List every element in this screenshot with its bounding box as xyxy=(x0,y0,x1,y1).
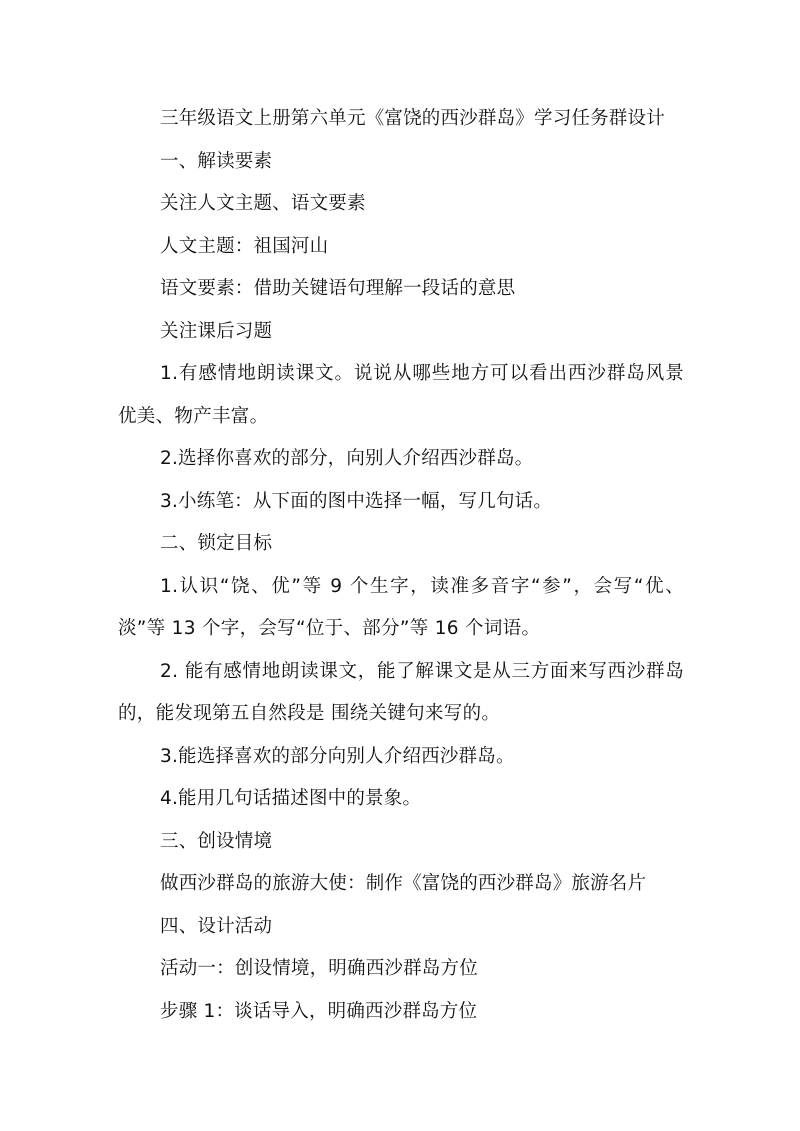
paragraph: 关注人文主题、语文要素 xyxy=(160,193,366,214)
document-title: 三年级语文上册第六单元《富饶的西沙群岛》学习任务群设计 xyxy=(160,108,665,129)
exercise-item-1: 1.有感情地朗读课文。说说从哪些地方可以看出西沙群岛风景优美、物产丰富。 xyxy=(118,363,684,427)
paragraph: 人文主题：祖国河山 xyxy=(160,235,329,257)
exercise-item-3: 3.小练笔：从下面的图中选择一幅，写几句话。 xyxy=(160,490,553,512)
section-heading-3: 三、创设情境 xyxy=(160,830,273,852)
section-heading-4: 四、设计活动 xyxy=(160,915,273,937)
paragraph: 语文要素：借助关键语句理解一段话的意思 xyxy=(160,278,516,299)
paragraph: 步骤 1：谈话导入，明确西沙群岛方位 xyxy=(160,1000,478,1022)
section-heading-1: 一、解读要素 xyxy=(160,150,273,172)
goal-item-1: 1.认识“饶、优”等 9 个生字，读准多音字“参”，会写“优、淡”等 13 个字，会写“位于、部分”等 16 个词语。 xyxy=(118,575,684,639)
goal-item-2: 2. 能有感情地朗读课文，能了解课文是从三方面来写西沙群岛的，能发现第五自然段是 围绕关键句来写的。 xyxy=(118,660,684,724)
document-body xyxy=(118,98,684,1033)
goal-item-4: 4.能用几句话描述图中的景象。 xyxy=(160,788,422,809)
paragraph: 做西沙群岛的旅游大使：制作《富饶的西沙群岛》旅游名片 xyxy=(160,873,647,894)
goal-item-3: 3.能选择喜欢的部分向别人介绍西沙群岛。 xyxy=(160,745,515,767)
paragraph: 关注课后习题 xyxy=(160,320,273,342)
exercise-item-2: 2.选择你喜欢的部分，向别人介绍西沙群岛。 xyxy=(160,448,534,469)
section-heading-2: 二、锁定目标 xyxy=(160,533,273,554)
paragraph: 活动一：创设情境，明确西沙群岛方位 xyxy=(160,958,478,979)
